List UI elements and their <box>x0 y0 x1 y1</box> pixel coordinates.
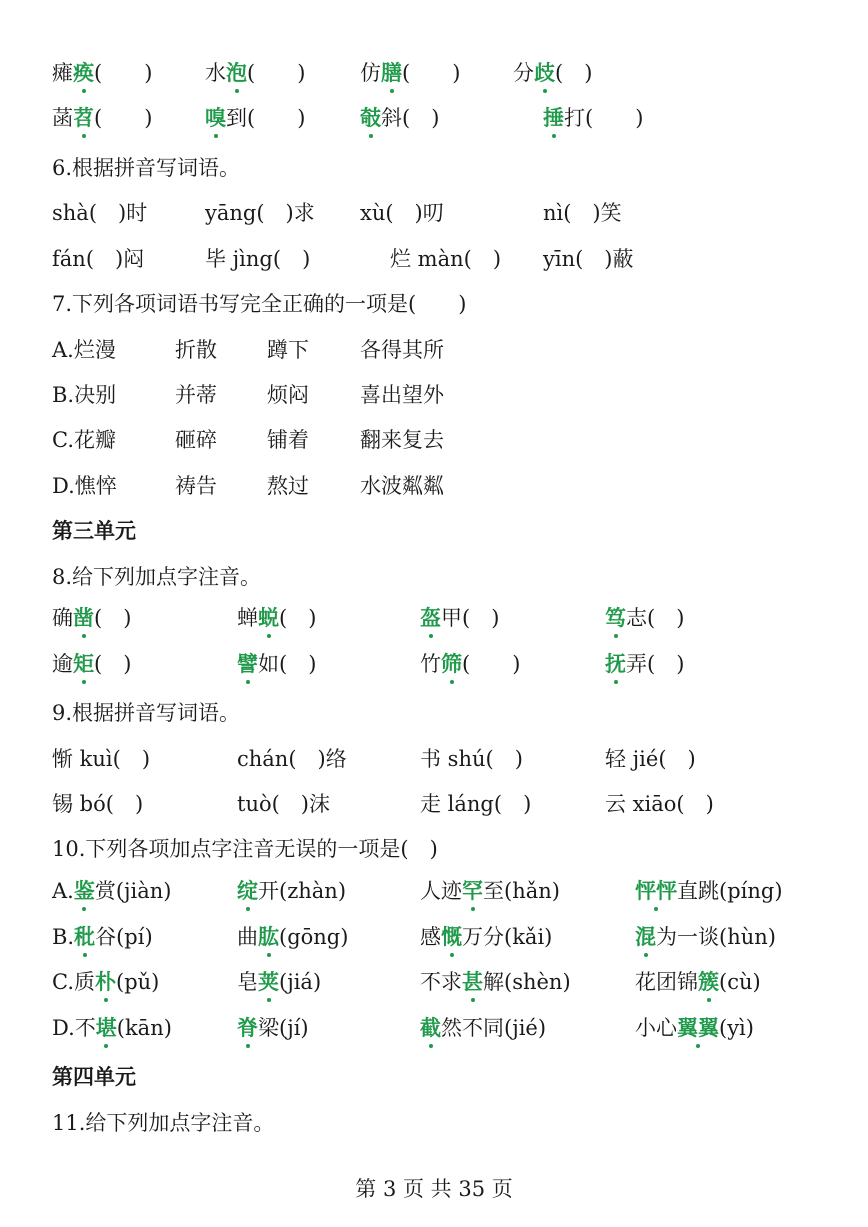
text-item <box>605 605 684 631</box>
text-item <box>420 791 531 817</box>
text-item <box>420 605 499 631</box>
text-segment: 7.下列各项词语书写完全正确的一项是( ) <box>52 292 467 316</box>
text-item <box>52 518 136 544</box>
text-segment: 第四单元 <box>52 1065 136 1089</box>
text-item <box>420 746 523 772</box>
text-item <box>52 924 153 950</box>
text-item <box>52 564 261 590</box>
text-segment: 铺着 <box>267 428 309 452</box>
text-segment: 直跳(píng) <box>677 879 783 903</box>
text-segment: 万分(kǎi) <box>462 925 553 949</box>
text-item <box>420 1015 546 1041</box>
text-segment: 开(zhàn) <box>258 879 347 903</box>
text-segment: 至(hǎn) <box>483 879 560 903</box>
text-item <box>52 105 152 131</box>
text-segment: 甲( ) <box>441 606 500 630</box>
text-segment: xù( )叨 <box>360 201 444 225</box>
text-item <box>52 1110 274 1136</box>
text-item <box>237 1015 309 1041</box>
text-segment: 瘫 <box>52 61 73 85</box>
dotted-character: 筛 <box>441 651 462 676</box>
text-item <box>420 651 520 677</box>
text-segment: 不求 <box>420 970 462 994</box>
text-segment: 梁(jí) <box>258 1016 309 1040</box>
text-segment: 水波粼粼 <box>360 474 444 498</box>
text-segment: ( ) <box>247 61 306 85</box>
text-segment: 水 <box>205 61 226 85</box>
text-segment: 蝉 <box>237 606 258 630</box>
text-segment: 6.根据拼音写词语。 <box>52 156 241 180</box>
text-segment: shà( )时 <box>52 201 148 225</box>
dotted-character: 翼翼 <box>677 1015 719 1040</box>
text-segment: 第三单元 <box>52 519 136 543</box>
dotted-character: 绽 <box>237 878 258 903</box>
text-segment: (gōng) <box>279 925 349 949</box>
dotted-character: 膳 <box>381 60 402 85</box>
text-segment: fán( )闷 <box>52 247 145 271</box>
text-item <box>52 1015 172 1041</box>
dotted-character: 甚 <box>462 969 483 994</box>
text-item <box>52 791 143 817</box>
dotted-character: 脊 <box>237 1015 258 1040</box>
text-item <box>175 427 217 453</box>
text-segment: 毕 jìng( ) <box>205 247 311 271</box>
text-item <box>543 200 622 226</box>
text-item <box>635 1015 754 1041</box>
text-segment: 翻来复去 <box>360 428 444 452</box>
text-segment: B.决别 <box>52 383 117 407</box>
dotted-character: 苕 <box>73 105 94 130</box>
text-item <box>52 291 466 317</box>
text-segment: chán( )络 <box>237 747 347 771</box>
text-segment: 烦闷 <box>267 383 309 407</box>
text-item <box>390 246 501 272</box>
text-segment: 感 <box>420 925 441 949</box>
text-segment: 熬过 <box>267 474 309 498</box>
text-segment: ( ) <box>94 61 153 85</box>
text-segment: 人迹 <box>420 879 462 903</box>
text-segment: 花团锦 <box>635 970 698 994</box>
dotted-character: 截 <box>420 1015 441 1040</box>
text-segment: tuò( )沫 <box>237 792 330 816</box>
text-item <box>267 427 309 453</box>
text-segment: 赏(jiàn) <box>94 879 172 903</box>
text-item <box>52 155 240 181</box>
text-segment: 蹲下 <box>267 338 309 362</box>
dotted-character: 朴 <box>95 969 116 994</box>
dotted-character: 罕 <box>462 878 483 903</box>
text-item <box>605 746 696 772</box>
text-segment: 曲 <box>237 925 258 949</box>
text-item <box>360 382 444 408</box>
text-item <box>205 60 305 86</box>
dotted-character: 荚 <box>258 969 279 994</box>
dotted-character: 笃 <box>605 605 626 630</box>
text-segment: (cù) <box>719 970 761 994</box>
dotted-character: 歧 <box>534 60 555 85</box>
dotted-character: 譬 <box>237 651 258 676</box>
dotted-character: 捶 <box>543 105 564 130</box>
dotted-character: 痪 <box>73 60 94 85</box>
dotted-character: 嗅 <box>205 105 226 130</box>
dotted-character: 簇 <box>698 969 719 994</box>
text-segment: 竹 <box>420 652 441 676</box>
text-segment: A. <box>52 879 74 903</box>
text-item <box>52 427 116 453</box>
text-item <box>52 746 150 772</box>
dotted-character: 泡 <box>226 60 247 85</box>
text-item <box>420 969 571 995</box>
text-item <box>237 878 346 904</box>
text-segment: 云 xiāo( ) <box>605 792 714 816</box>
text-item <box>52 337 116 363</box>
dotted-character: 矩 <box>73 651 94 676</box>
text-item <box>543 246 634 272</box>
text-segment: (yì) <box>719 1016 754 1040</box>
text-item <box>52 878 172 904</box>
text-item <box>52 700 240 726</box>
text-item <box>360 105 439 131</box>
text-segment: 逾 <box>52 652 73 676</box>
text-segment: 轻 jié( ) <box>605 747 696 771</box>
text-item <box>360 60 460 86</box>
text-item <box>237 791 330 817</box>
dotted-character: 凿 <box>73 605 94 630</box>
text-item <box>237 924 348 950</box>
text-item <box>52 605 131 631</box>
text-segment: 9.根据拼音写词语。 <box>52 701 241 725</box>
text-segment: (kān) <box>116 1016 172 1040</box>
dotted-character: 怦怦 <box>635 878 677 903</box>
text-segment: 弄( ) <box>626 652 685 676</box>
text-segment: 书 shú( ) <box>420 747 523 771</box>
text-segment: ( ) <box>279 606 317 630</box>
text-segment: 分 <box>513 61 534 85</box>
text-segment: 烂 màn( ) <box>390 247 502 271</box>
text-item <box>175 473 217 499</box>
dotted-character: 堪 <box>95 1015 117 1040</box>
text-segment: ( ) <box>555 61 593 85</box>
text-segment: 皂 <box>237 970 258 994</box>
text-item <box>52 836 438 862</box>
text-item <box>52 382 116 408</box>
text-item <box>360 473 444 499</box>
text-item <box>237 969 321 995</box>
text-segment: 然不同(jié) <box>441 1016 547 1040</box>
text-item <box>52 246 144 272</box>
text-item <box>52 473 117 499</box>
text-segment: 11.给下列加点字注音。 <box>52 1111 275 1135</box>
dotted-character: 混 <box>635 924 656 949</box>
text-segment: 小心 <box>635 1016 677 1040</box>
text-segment: 惭 kuì( ) <box>52 747 151 771</box>
text-item <box>52 651 131 677</box>
text-item <box>267 382 309 408</box>
dotted-character: 盔 <box>420 605 441 630</box>
text-segment: 志( ) <box>626 606 685 630</box>
text-segment: A.烂漫 <box>52 338 116 362</box>
text-segment: 如( ) <box>258 652 317 676</box>
text-item <box>360 337 444 363</box>
page-footer: 第 3 页 共 35 页 <box>355 1177 513 1201</box>
text-item <box>635 878 783 904</box>
dotted-character: 攲 <box>360 105 381 130</box>
text-item <box>237 651 316 677</box>
text-item <box>635 969 761 995</box>
text-segment: 确 <box>52 606 73 630</box>
text-segment: 喜出望外 <box>360 383 444 407</box>
text-segment: 锡 bó( ) <box>52 792 144 816</box>
text-segment: nì( )笑 <box>543 201 622 225</box>
text-segment: 砸碎 <box>175 428 217 452</box>
dotted-character: 抚 <box>605 651 626 676</box>
text-item <box>175 337 217 363</box>
text-segment: yāng( )求 <box>205 201 315 225</box>
text-item <box>605 651 684 677</box>
text-segment: C.花瓣 <box>52 428 116 452</box>
text-segment: D.不 <box>52 1016 96 1040</box>
text-segment: B. <box>52 925 75 949</box>
text-item <box>543 105 643 131</box>
text-segment: 到( ) <box>226 106 306 130</box>
text-item <box>175 382 217 408</box>
text-item <box>52 60 152 86</box>
text-item <box>420 924 552 950</box>
text-segment: 为一谈(hùn) <box>656 925 776 949</box>
text-segment: ( ) <box>94 652 132 676</box>
text-segment: 解(shèn) <box>483 970 571 994</box>
text-segment: 斜( ) <box>381 106 440 130</box>
dotted-character: 鉴 <box>73 878 95 903</box>
dotted-character: 蜕 <box>258 605 279 630</box>
text-segment: 各得其所 <box>360 338 444 362</box>
text-segment: 仿 <box>360 61 381 85</box>
text-item <box>267 473 309 499</box>
text-segment: 并蒂 <box>175 383 217 407</box>
text-item <box>605 791 714 817</box>
text-item <box>237 605 316 631</box>
text-item <box>360 427 444 453</box>
dotted-character: 肱 <box>258 924 279 949</box>
dotted-character: 慨 <box>441 924 462 949</box>
text-segment: 8.给下列加点字注音。 <box>52 565 262 589</box>
text-segment: D.憔悴 <box>52 474 117 498</box>
text-segment: 菡 <box>52 106 73 130</box>
text-segment: (jiá) <box>279 970 322 994</box>
text-item <box>205 246 310 272</box>
text-item <box>267 337 309 363</box>
text-segment: 祷告 <box>175 474 217 498</box>
text-segment: 走 láng( ) <box>420 792 532 816</box>
text-item <box>205 200 315 226</box>
text-segment: ( ) <box>94 106 153 130</box>
text-segment: 打( ) <box>564 106 644 130</box>
text-item <box>52 200 147 226</box>
text-item <box>635 924 776 950</box>
text-item <box>513 60 592 86</box>
text-segment: ( ) <box>462 652 521 676</box>
text-segment: 折散 <box>175 338 217 362</box>
text-item <box>52 1064 136 1090</box>
dotted-character: 秕 <box>74 924 96 949</box>
text-item <box>360 200 444 226</box>
text-segment: ( ) <box>402 61 461 85</box>
text-segment: 10.下列各项加点字注音无误的一项是( ) <box>52 837 438 861</box>
text-segment: 谷(pí) <box>95 925 153 949</box>
text-item <box>52 969 159 995</box>
text-segment: yīn( )蔽 <box>543 247 634 271</box>
text-segment: C.质 <box>52 970 95 994</box>
text-segment: (pǔ) <box>116 970 160 994</box>
text-item <box>420 878 560 904</box>
text-item <box>205 105 305 131</box>
text-item <box>237 746 347 772</box>
text-segment: ( ) <box>94 606 132 630</box>
